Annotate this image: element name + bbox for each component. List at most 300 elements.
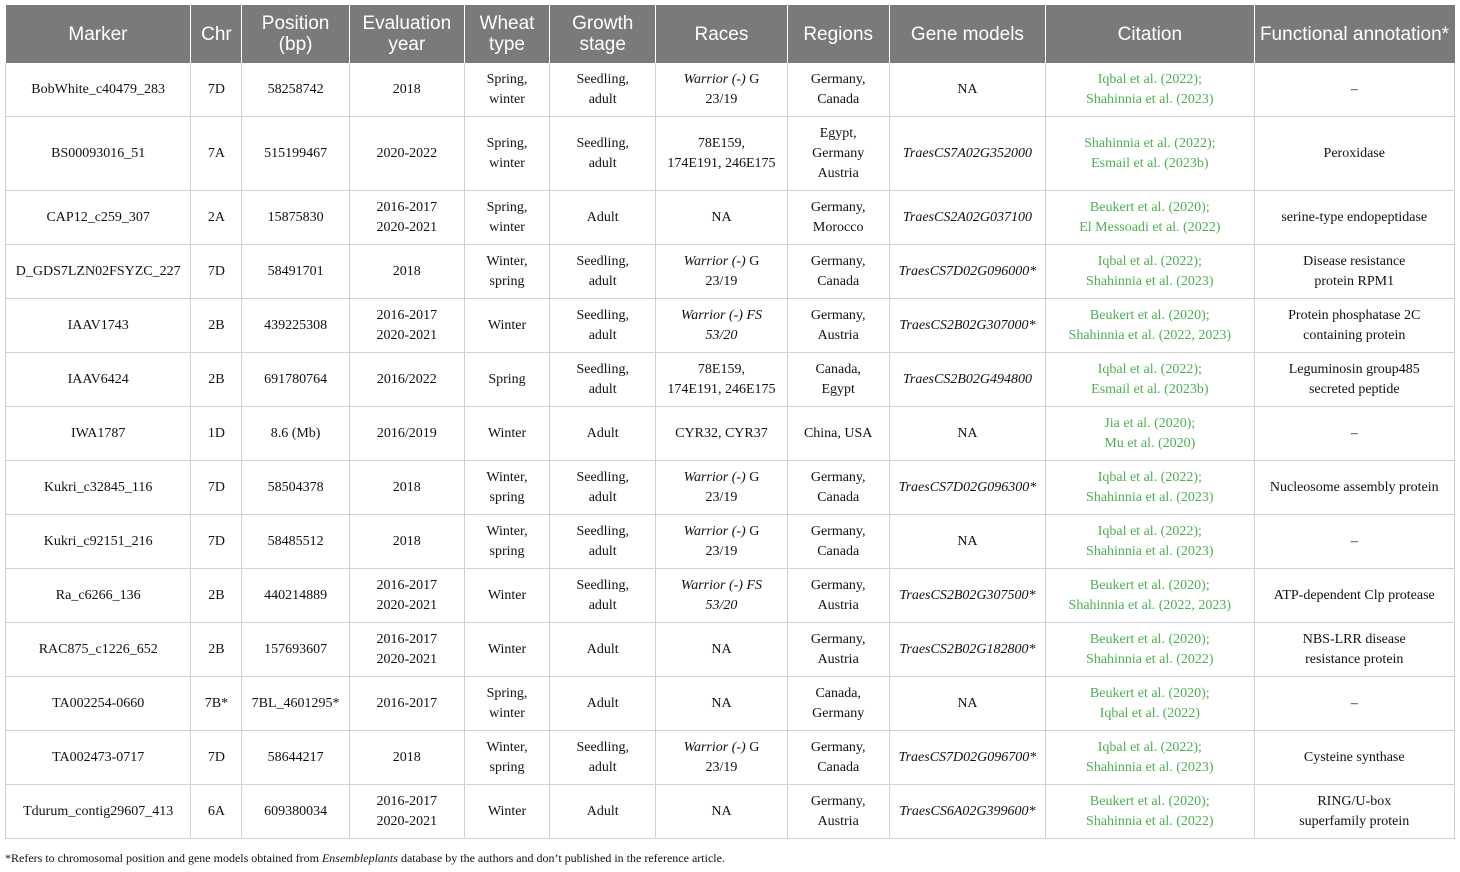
year-line: 2020-2021: [376, 651, 438, 667]
region-line: Austria: [817, 813, 859, 829]
cell-marker: IAAV6424: [6, 353, 191, 407]
cell-chr: 6A: [191, 785, 242, 839]
annotation-line: protein RPM1: [1314, 273, 1395, 289]
races-line: [660, 522, 782, 542]
wheat-type-line: Winter: [487, 641, 527, 657]
cell-regions: [787, 353, 889, 407]
region-line: Canada: [817, 273, 860, 289]
cell-growth-stage: [550, 353, 656, 407]
footnote-text-before: *Refers to chromosomal position and gene models obtained from: [5, 851, 322, 865]
cell-regions: [787, 515, 889, 569]
cell-citation: [1046, 731, 1254, 785]
races-segment: 174E191, 246E175: [667, 381, 776, 397]
cell-wheat-type: [464, 63, 549, 117]
wheat-type-line: spring: [489, 489, 525, 505]
growth-stage-line: Seedling,: [576, 253, 629, 269]
cell-growth-stage: [550, 245, 656, 299]
citation-link[interactable]: Iqbal et al. (2022);: [1097, 71, 1202, 87]
cell-annotation: [1254, 407, 1454, 461]
footnote-database-name: Ensembleplants: [321, 851, 398, 865]
year-line: 2016-2017: [376, 577, 438, 593]
cell-annotation: [1254, 677, 1454, 731]
year-line: 2020-2021: [376, 813, 438, 829]
table-row: [6, 63, 1455, 117]
cell-marker: TA002473-0717: [6, 731, 191, 785]
cell-annotation: [1254, 785, 1454, 839]
citation-link[interactable]: Iqbal et al. (2022): [1099, 705, 1200, 721]
growth-stage-line: Adult: [586, 803, 619, 819]
region-line: China, USA: [803, 425, 873, 441]
cell-regions: [787, 407, 889, 461]
year-line: 2016-2017: [376, 631, 438, 647]
cell-races: [656, 117, 787, 191]
cell-year: [349, 623, 464, 677]
region-line: Germany,: [810, 307, 866, 323]
cell-regions: [787, 785, 889, 839]
cell-position: 58491701: [242, 245, 349, 299]
annotation-line: Protein phosphatase 2C: [1288, 307, 1421, 323]
year-line: 2020-2021: [376, 597, 438, 613]
cell-marker: CAP12_c259_307: [6, 191, 191, 245]
region-line: Egypt,: [819, 125, 857, 141]
cell-regions: [787, 245, 889, 299]
citation-link[interactable]: Iqbal et al. (2022);: [1097, 361, 1202, 377]
races-line: [660, 154, 782, 174]
races-segment: G: [749, 523, 760, 539]
citation-link[interactable]: Beukert et al. (2020);: [1089, 307, 1210, 323]
wheat-type-line: Spring,: [486, 685, 528, 701]
annotation-line: Leguminosin group485: [1288, 361, 1420, 377]
header-position: Position (bp): [242, 5, 349, 63]
region-line: Austria: [817, 327, 859, 343]
region-line: Germany,: [810, 199, 866, 215]
cell-gene-model: TraesCS2B02G182800*: [889, 623, 1045, 677]
races-segment: 174E191, 246E175: [667, 155, 776, 171]
cell-growth-stage: [550, 677, 656, 731]
cell-marker: TA002254-0660: [6, 677, 191, 731]
citation-link[interactable]: Beukert et al. (2020);: [1089, 685, 1210, 701]
races-segment: Warrior (-): [683, 71, 750, 87]
citation-link[interactable]: Beukert et al. (2020);: [1089, 199, 1210, 215]
wheat-type-line: Winter: [487, 317, 527, 333]
citation-link[interactable]: Shahinnia et al. (2022): [1086, 813, 1214, 829]
table-footnote: [5, 851, 725, 866]
growth-stage-line: Adult: [586, 641, 619, 657]
cell-citation: [1046, 515, 1254, 569]
region-line: Egypt: [821, 381, 855, 397]
cell-chr: 7D: [191, 461, 242, 515]
growth-stage-line: Adult: [586, 695, 619, 711]
cell-races: [656, 623, 787, 677]
races-segment: 78E159,: [697, 361, 745, 377]
header-citation: Citation: [1046, 5, 1254, 63]
races-line: [660, 326, 782, 346]
growth-stage-line: Seedling,: [576, 307, 629, 323]
cell-growth-stage: [550, 731, 656, 785]
citation-link[interactable]: Beukert et al. (2020);: [1089, 577, 1210, 593]
cell-citation: [1046, 461, 1254, 515]
citation-link[interactable]: Esmail et al. (2023b): [1091, 155, 1209, 171]
races-segment: NA: [711, 695, 732, 711]
cell-year: [349, 63, 464, 117]
annotation-line: –: [1350, 81, 1358, 97]
races-segment: G: [749, 253, 760, 269]
cell-citation: [1046, 245, 1254, 299]
cell-chr: 1D: [191, 407, 242, 461]
races-line: [660, 306, 782, 326]
cell-annotation: [1254, 63, 1454, 117]
cell-gene-model: TraesCS2B02G307000*: [889, 299, 1045, 353]
region-line: Austria: [817, 651, 859, 667]
annotation-line: Nucleosome assembly protein: [1269, 479, 1439, 495]
cell-wheat-type: [464, 407, 549, 461]
header-chr: Chr: [191, 5, 242, 63]
cell-regions: [787, 191, 889, 245]
races-line: [660, 208, 782, 228]
region-line: Germany,: [810, 739, 866, 755]
cell-marker: BS00093016_51: [6, 117, 191, 191]
cell-year: [349, 569, 464, 623]
cell-growth-stage: [550, 299, 656, 353]
cell-marker: Tdurum_contig29607_413: [6, 785, 191, 839]
cell-gene-model: NA: [889, 63, 1045, 117]
citation-link[interactable]: Shahinnia et al. (2023): [1086, 489, 1214, 505]
region-line: Canada: [817, 91, 860, 107]
region-line: Canada,: [815, 685, 861, 701]
wheat-type-line: Winter: [487, 803, 527, 819]
citation-link[interactable]: Iqbal et al. (2022);: [1097, 469, 1202, 485]
cell-gene-model: TraesCS6A02G399600*: [889, 785, 1045, 839]
citation-link[interactable]: Iqbal et al. (2022);: [1097, 523, 1202, 539]
races-segment: Warrior (-): [683, 469, 750, 485]
races-segment: 78E159,: [697, 135, 745, 151]
cell-citation: [1046, 353, 1254, 407]
wheat-type-line: spring: [489, 543, 525, 559]
races-segment: 23/19: [705, 489, 738, 505]
annotation-line: –: [1350, 425, 1358, 441]
cell-wheat-type: [464, 785, 549, 839]
table-row: [6, 677, 1455, 731]
cell-growth-stage: [550, 623, 656, 677]
annotation-line: –: [1350, 533, 1358, 549]
cell-chr: 2A: [191, 191, 242, 245]
races-segment: 23/19: [705, 543, 738, 559]
races-line: [660, 272, 782, 292]
citation-link[interactable]: Beukert et al. (2020);: [1089, 631, 1210, 647]
cell-races: [656, 191, 787, 245]
cell-regions: [787, 63, 889, 117]
cell-gene-model: TraesCS2B02G307500*: [889, 569, 1045, 623]
wheat-type-line: Winter,: [486, 739, 528, 755]
races-line: [660, 738, 782, 758]
wheat-type-line: Spring,: [486, 199, 528, 215]
cell-citation: [1046, 63, 1254, 117]
cell-wheat-type: [464, 299, 549, 353]
races-segment: Warrior (-) FS: [680, 307, 763, 323]
cell-citation: [1046, 191, 1254, 245]
cell-position: 58485512: [242, 515, 349, 569]
citation-link[interactable]: Shahinnia et al. (2023): [1086, 273, 1214, 289]
cell-chr: 2B: [191, 569, 242, 623]
cell-year: [349, 117, 464, 191]
races-segment: G: [749, 739, 760, 755]
cell-annotation: [1254, 461, 1454, 515]
citation-link[interactable]: Shahinnia et al. (2022);: [1084, 135, 1216, 151]
table-row: [6, 191, 1455, 245]
cell-gene-model: NA: [889, 407, 1045, 461]
region-line: Canada,: [815, 361, 861, 377]
footnote-text-after: database by the authors and don’t published in the reference article.: [397, 851, 725, 865]
citation-link[interactable]: Beukert et al. (2020);: [1089, 793, 1210, 809]
year-line: 2016/2019: [376, 425, 437, 441]
header-annotation: Functional annotation*: [1254, 5, 1454, 63]
cell-wheat-type: [464, 245, 549, 299]
region-line: Germany,: [810, 577, 866, 593]
races-line: [660, 90, 782, 110]
cell-citation: [1046, 569, 1254, 623]
cell-citation: [1046, 299, 1254, 353]
year-line: 2018: [392, 479, 421, 495]
cell-regions: [787, 117, 889, 191]
growth-stage-line: Adult: [586, 209, 619, 225]
cell-races: [656, 407, 787, 461]
marker-table: [5, 5, 1455, 839]
region-line: Austria: [817, 165, 859, 181]
races-segment: Warrior (-) FS: [680, 577, 763, 593]
races-line: [660, 542, 782, 562]
cell-annotation: [1254, 245, 1454, 299]
cell-wheat-type: [464, 731, 549, 785]
wheat-type-line: winter: [489, 155, 525, 171]
cell-growth-stage: [550, 407, 656, 461]
cell-growth-stage: [550, 515, 656, 569]
cell-marker: Ra_c6266_136: [6, 569, 191, 623]
races-segment: 53/20: [705, 597, 738, 613]
cell-wheat-type: [464, 353, 549, 407]
table-row: [6, 515, 1455, 569]
cell-races: [656, 353, 787, 407]
cell-chr: 7D: [191, 731, 242, 785]
cell-year: [349, 299, 464, 353]
annotation-line: resistance protein: [1305, 651, 1404, 667]
wheat-type-line: Winter: [487, 587, 527, 603]
cell-chr: 2B: [191, 299, 242, 353]
growth-stage-line: Adult: [586, 425, 619, 441]
citation-link[interactable]: Mu et al. (2020): [1104, 435, 1196, 451]
cell-citation: [1046, 677, 1254, 731]
cell-position: 58258742: [242, 63, 349, 117]
annotation-line: Peroxidase: [1323, 145, 1385, 161]
cell-regions: [787, 623, 889, 677]
table-row: [6, 569, 1455, 623]
cell-races: [656, 677, 787, 731]
races-segment: CYR32, CYR37: [675, 425, 768, 441]
table-row: [6, 731, 1455, 785]
region-line: Germany,: [810, 631, 866, 647]
cell-growth-stage: [550, 63, 656, 117]
cell-year: [349, 461, 464, 515]
cell-annotation: [1254, 117, 1454, 191]
cell-races: [656, 245, 787, 299]
citation-link[interactable]: Shahinnia et al. (2022): [1086, 651, 1214, 667]
citation-link[interactable]: Shahinnia et al. (2022, 2023): [1068, 327, 1232, 343]
region-line: Germany,: [810, 523, 866, 539]
wheat-type-line: spring: [489, 759, 525, 775]
races-line: [660, 424, 782, 444]
races-segment: NA: [711, 641, 732, 657]
header-row: [6, 5, 1455, 63]
cell-annotation: [1254, 569, 1454, 623]
cell-position: 157693607: [242, 623, 349, 677]
annotation-line: superfamily protein: [1299, 813, 1410, 829]
header-growth-stage: Growth stage: [550, 5, 656, 63]
races-line: [660, 758, 782, 778]
growth-stage-line: adult: [588, 489, 617, 505]
region-line: Austria: [817, 597, 859, 613]
region-line: Canada: [817, 759, 860, 775]
region-line: Canada: [817, 543, 860, 559]
cell-year: [349, 245, 464, 299]
citation-link[interactable]: Esmail et al. (2023b): [1091, 381, 1209, 397]
citation-link[interactable]: El Messoadi et al. (2022): [1079, 219, 1221, 235]
year-line: 2020-2022: [376, 145, 438, 161]
cell-growth-stage: [550, 569, 656, 623]
year-line: 2016/2022: [376, 371, 437, 387]
cell-races: [656, 731, 787, 785]
cell-position: 609380034: [242, 785, 349, 839]
citation-link[interactable]: Shahinnia et al. (2022, 2023): [1068, 597, 1232, 613]
cell-marker: IAAV1743: [6, 299, 191, 353]
wheat-type-line: Winter,: [486, 523, 528, 539]
growth-stage-line: adult: [588, 327, 617, 343]
cell-marker: IWA1787: [6, 407, 191, 461]
growth-stage-line: adult: [588, 155, 617, 171]
cell-position: 58504378: [242, 461, 349, 515]
cell-year: [349, 731, 464, 785]
races-line: [660, 468, 782, 488]
region-line: Germany,: [810, 253, 866, 269]
cell-marker: Kukri_c32845_116: [6, 461, 191, 515]
year-line: 2016-2017: [376, 307, 438, 323]
races-line: [660, 802, 782, 822]
citation-link[interactable]: Iqbal et al. (2022);: [1097, 253, 1202, 269]
growth-stage-line: Seedling,: [576, 361, 629, 377]
annotation-line: secreted peptide: [1308, 381, 1400, 397]
cell-position: 7BL_4601295*: [242, 677, 349, 731]
cell-citation: [1046, 785, 1254, 839]
cell-chr: 7D: [191, 245, 242, 299]
annotation-line: serine-type endopeptidase: [1281, 209, 1428, 225]
races-line: [660, 596, 782, 616]
cell-wheat-type: [464, 191, 549, 245]
cell-citation: [1046, 407, 1254, 461]
races-segment: 23/19: [705, 273, 738, 289]
cell-chr: 2B: [191, 353, 242, 407]
cell-citation: [1046, 623, 1254, 677]
citation-link[interactable]: Iqbal et al. (2022);: [1097, 739, 1202, 755]
races-segment: NA: [711, 803, 732, 819]
region-line: Germany,: [810, 469, 866, 485]
header-regions: Regions: [787, 5, 889, 63]
races-line: [660, 252, 782, 272]
cell-regions: [787, 299, 889, 353]
annotation-line: –: [1350, 695, 1358, 711]
races-line: [660, 694, 782, 714]
region-line: Germany: [812, 145, 865, 161]
year-line: 2016-2017: [376, 695, 438, 711]
races-segment: G: [749, 71, 760, 87]
annotation-line: Disease resistance: [1303, 253, 1406, 269]
cell-annotation: [1254, 191, 1454, 245]
growth-stage-line: Seedling,: [576, 577, 629, 593]
cell-marker: RAC875_c1226_652: [6, 623, 191, 677]
year-line: 2016-2017: [376, 199, 438, 215]
cell-wheat-type: [464, 515, 549, 569]
cell-gene-model: TraesCS2A02G037100: [889, 191, 1045, 245]
growth-stage-line: Seedling,: [576, 523, 629, 539]
citation-link[interactable]: Shahinnia et al. (2023): [1086, 543, 1214, 559]
wheat-type-line: winter: [489, 219, 525, 235]
cell-year: [349, 407, 464, 461]
cell-chr: 7A: [191, 117, 242, 191]
cell-annotation: [1254, 299, 1454, 353]
races-line: [660, 380, 782, 400]
cell-position: 439225308: [242, 299, 349, 353]
header-wheat-type: Wheat type: [464, 5, 549, 63]
races-line: [660, 576, 782, 596]
growth-stage-line: adult: [588, 597, 617, 613]
table-row: [6, 353, 1455, 407]
cell-gene-model: TraesCS7D02G096000*: [889, 245, 1045, 299]
cell-gene-model: NA: [889, 677, 1045, 731]
growth-stage-line: Seedling,: [576, 469, 629, 485]
races-segment: Warrior (-): [683, 739, 750, 755]
cell-races: [656, 785, 787, 839]
table-row: [6, 407, 1455, 461]
citation-link[interactable]: Shahinnia et al. (2023): [1086, 91, 1214, 107]
cell-races: [656, 515, 787, 569]
races-segment: 23/19: [705, 759, 738, 775]
cell-position: 440214889: [242, 569, 349, 623]
region-line: Morocco: [812, 219, 864, 235]
growth-stage-line: adult: [588, 91, 617, 107]
races-line: [660, 360, 782, 380]
races-line: [660, 70, 782, 90]
races-line: [660, 134, 782, 154]
year-line: 2020-2021: [376, 327, 438, 343]
region-line: Germany,: [810, 71, 866, 87]
annotation-line: Cysteine synthase: [1303, 749, 1405, 765]
header-year: Evaluation year: [349, 5, 464, 63]
cell-year: [349, 785, 464, 839]
citation-link[interactable]: Shahinnia et al. (2023): [1086, 759, 1214, 775]
cell-regions: [787, 569, 889, 623]
cell-gene-model: TraesCS7A02G352000: [889, 117, 1045, 191]
table-row: [6, 461, 1455, 515]
wheat-type-line: winter: [489, 705, 525, 721]
growth-stage-line: adult: [588, 273, 617, 289]
cell-marker: D_GDS7LZN02FSYZC_227: [6, 245, 191, 299]
table-container: [5, 5, 1455, 839]
growth-stage-line: adult: [588, 759, 617, 775]
citation-link[interactable]: Jia et al. (2020);: [1104, 415, 1196, 431]
races-segment: G: [749, 469, 760, 485]
wheat-type-line: spring: [489, 273, 525, 289]
cell-chr: 7B*: [191, 677, 242, 731]
wheat-type-line: Winter,: [486, 253, 528, 269]
races-segment: Warrior (-): [683, 253, 750, 269]
table-row: [6, 245, 1455, 299]
